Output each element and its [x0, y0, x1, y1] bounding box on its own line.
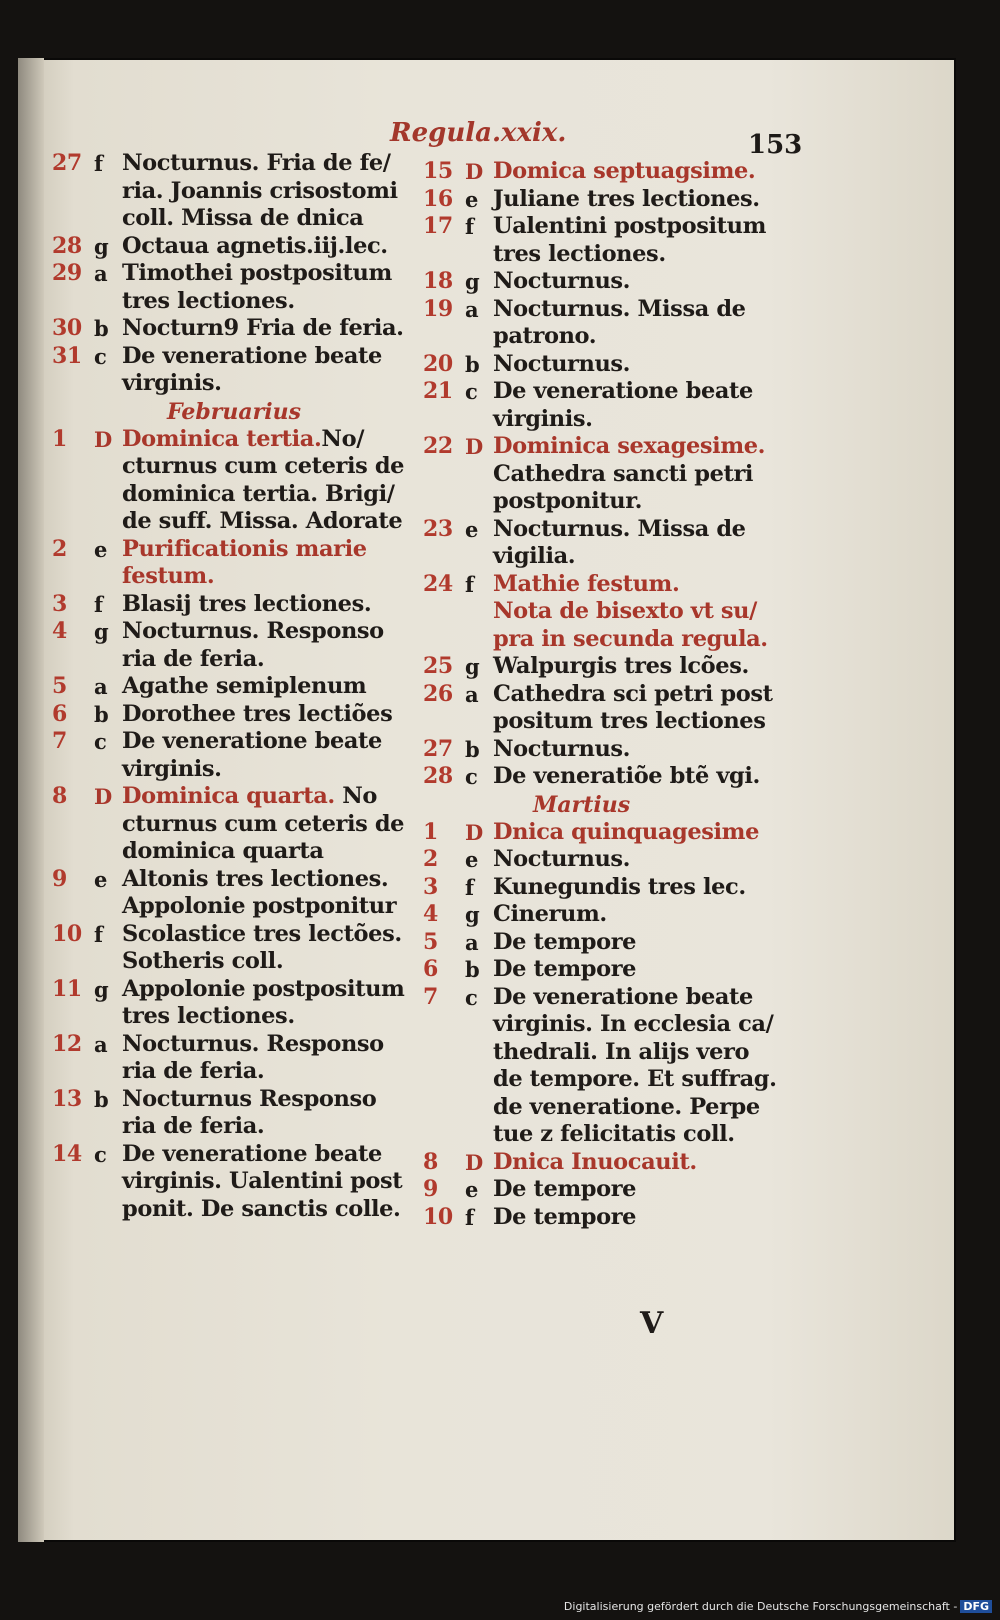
day-number: 16 [423, 185, 453, 212]
day-number: 13 [52, 1085, 82, 1112]
calendar-entry [52, 150, 432, 233]
entry-line: De veneratione beate [493, 378, 753, 404]
entry-line: de veneratione. Perpe [493, 1093, 760, 1120]
footer-credit [564, 1600, 992, 1613]
entry-line: Nocturnus Responso [122, 1085, 377, 1112]
calendar-entry [423, 351, 823, 379]
day-number: 1 [52, 425, 67, 452]
dominical-letter: D [94, 784, 112, 809]
day-number: 22 [423, 433, 453, 459]
day-number: 27 [52, 150, 82, 176]
calendar-entry [52, 866, 432, 921]
entry-line: Nocturnus. Missa de [493, 295, 746, 322]
calendar-entry [423, 1149, 823, 1177]
dominical-letter: e [465, 1177, 478, 1202]
entry-line: virginis. [122, 755, 222, 782]
dominical-letter: a [94, 261, 108, 286]
dominical-letter: a [465, 681, 479, 707]
month-heading: Martius [533, 791, 631, 818]
entry-line: patrono. [493, 323, 597, 349]
calendar-entry [423, 433, 823, 516]
day-number: 19 [423, 295, 453, 322]
day-number: 15 [423, 158, 453, 184]
day-number: 27 [423, 735, 453, 762]
entry-line: dominica tertia. Brigi/ [122, 480, 395, 507]
entry-line: Agathe semiplenum [122, 673, 367, 699]
calendar-entry [52, 536, 432, 591]
right-column [423, 158, 823, 1231]
day-number: 28 [423, 763, 453, 789]
dominical-letter: e [94, 536, 107, 562]
entry-line: Nocturnus. Fria de fe/ [122, 150, 391, 176]
dominical-letter: c [94, 1141, 107, 1167]
dominical-letter: a [465, 929, 479, 955]
month-heading: Februarius [167, 398, 301, 425]
calendar-entry [52, 1086, 432, 1141]
entry-line: Domica septuagsime. [493, 158, 756, 184]
entry-line: virginis. [122, 370, 222, 396]
entry-line: de tempore. Et suffrag. [493, 1066, 777, 1092]
calendar-entry [423, 268, 823, 296]
calendar-entry [423, 571, 823, 654]
dominical-letter: g [94, 233, 109, 259]
calendar-entry [423, 874, 823, 902]
entry-line: Nocturnus. [493, 735, 631, 762]
entry-line: cturnus cum ceteris de [122, 810, 405, 837]
entry-line: Scolastice tres lectões. [122, 920, 402, 947]
dominical-letter: D [465, 434, 483, 459]
day-number: 8 [423, 1148, 438, 1175]
entry-line: De tempore [493, 1203, 637, 1230]
dominical-letter: D [465, 819, 483, 845]
day-number: 5 [52, 673, 67, 699]
calendar-entry [52, 976, 432, 1031]
entry-line: virginis. [493, 405, 593, 432]
dominical-letter: b [465, 736, 480, 762]
calendar-entry [423, 186, 823, 214]
entry-line: virginis. Ualentini post [122, 1168, 403, 1194]
dominical-letter: D [94, 426, 112, 452]
entry-line: Timothei postpositum [122, 260, 392, 286]
dominical-letter: e [465, 847, 478, 872]
entry-line: De tempore [493, 956, 637, 982]
dominical-letter: D [465, 1149, 483, 1175]
calendar-entry [423, 819, 823, 847]
dominical-letter: c [94, 729, 107, 754]
day-number: 9 [423, 1176, 438, 1202]
calendar-entry [423, 158, 823, 186]
day-number: 26 [423, 680, 453, 707]
entry-line: Cathedra sancti petri [493, 460, 754, 487]
day-number: 17 [423, 213, 453, 239]
entry-line: postponitur. [493, 488, 643, 514]
day-number: 4 [423, 901, 438, 927]
day-number: 21 [423, 378, 453, 404]
dominical-letter: g [465, 654, 480, 679]
calendar-entry [52, 343, 432, 398]
day-number: 2 [52, 535, 67, 562]
page-spine [18, 58, 44, 1542]
calendar-entry [423, 736, 823, 764]
dominical-letter: a [465, 296, 479, 322]
entry-line: Appolonie postpositum [122, 975, 405, 1002]
calendar-entry [52, 426, 432, 536]
entry-line: De veneratione beate [493, 983, 753, 1010]
calendar-entry [52, 783, 432, 866]
rubric-text: Dominica sexagesime. [493, 433, 766, 459]
dominical-letter: b [94, 1086, 109, 1112]
entry-line: Nocturn9 Fria de feria. [122, 315, 404, 341]
entry-line: Nocturnus. Missa de [493, 515, 746, 542]
entry-line: tres lectiones. [122, 1003, 295, 1029]
day-number: 23 [423, 515, 453, 542]
calendar-entry [423, 846, 823, 874]
left-column [52, 150, 432, 1223]
day-number: 31 [52, 342, 82, 369]
entry-line: positum tres lectiones [493, 708, 766, 734]
day-number: 6 [423, 956, 438, 982]
dominical-letter: c [94, 343, 107, 369]
entry-line: De veneratione beate [122, 342, 382, 369]
entry-line: ria de feria. [122, 645, 265, 672]
day-number: 18 [423, 268, 453, 294]
entry-line: Sotheris coll. [122, 948, 284, 974]
entry-line: tres lectiones. [493, 240, 666, 267]
entry-line: Dominica quarta. No [122, 783, 378, 809]
dominical-letter: b [465, 351, 480, 377]
entry-line: ria de feria. [122, 1058, 265, 1084]
dominical-letter: g [94, 976, 109, 1002]
dominical-letter: f [465, 1204, 474, 1230]
entry-line: Nocturnus. Responso [122, 1030, 384, 1057]
entry-line: De veneratiõe btẽ vgi. [493, 763, 760, 789]
day-number: 5 [423, 928, 438, 955]
calendar-entry [423, 1176, 823, 1204]
dominical-letter: g [94, 619, 109, 644]
entry-line: Blasij tres lectiones. [122, 590, 372, 617]
folio-number: 153 [748, 130, 803, 160]
entry-line: coll. Missa de dnica [122, 205, 364, 231]
calendar-entry [52, 728, 432, 783]
calendar-entry [52, 673, 432, 701]
entry-line: virginis. In ecclesia ca/ [493, 1011, 774, 1037]
calendar-entry [52, 701, 432, 729]
entry-line: De veneratione beate [122, 728, 382, 754]
dfg-logo: DFG [960, 1600, 992, 1613]
day-number: 7 [423, 983, 438, 1010]
dominical-letter: g [465, 269, 480, 294]
entry-line: Dnica quinquagesime [493, 818, 759, 845]
day-number: 25 [423, 653, 453, 679]
entry-line: Walpurgis tres lcões. [493, 653, 749, 679]
entry-line: Ualentini postpositum [493, 213, 767, 239]
dominical-letter: f [94, 591, 103, 617]
calendar-entry [423, 653, 823, 681]
dominical-letter: D [465, 159, 483, 184]
entry-line: Kunegundis tres lec. [493, 873, 746, 900]
dominical-letter: a [94, 1031, 108, 1057]
calendar-entry [52, 591, 432, 619]
dominical-letter: e [465, 186, 478, 212]
calendar-entry [423, 929, 823, 957]
day-number: 12 [52, 1030, 82, 1057]
calendar-entry [52, 315, 432, 343]
day-number: 4 [52, 618, 67, 644]
calendar-entry [423, 901, 823, 929]
book-page [18, 58, 956, 1542]
dominical-letter: b [94, 701, 109, 727]
entry-line: Cathedra sci petri post [493, 680, 773, 707]
entry-line: ponit. De sanctis colle. [122, 1195, 401, 1222]
dominical-letter: g [465, 902, 480, 927]
calendar-entry [423, 296, 823, 351]
entry-line: Octaua agnetis.iij.lec. [122, 232, 388, 259]
day-number: 6 [52, 700, 67, 727]
entry-line: Nocturnus. [493, 350, 631, 377]
entry-line: thedrali. In alijs vero [493, 1038, 750, 1065]
dominical-letter: f [465, 571, 474, 597]
dominical-letter: c [465, 984, 478, 1010]
day-number: 24 [423, 570, 453, 597]
calendar-entry [52, 921, 432, 976]
day-number: 14 [52, 1140, 82, 1167]
entry-line: dominica quarta [122, 838, 324, 864]
day-number: 3 [52, 590, 67, 617]
day-number: 7 [52, 728, 67, 754]
entry-line: Juliane tres lectiones. [493, 185, 760, 212]
calendar-entry [423, 213, 823, 268]
entry-line: Appolonie postponitur [122, 893, 397, 919]
dominical-letter: f [465, 214, 474, 239]
day-number: 9 [52, 865, 67, 892]
running-title: Regula.xxix. [390, 118, 567, 148]
entry-line: vigilia. [493, 543, 576, 569]
day-number: 3 [423, 873, 438, 900]
signature-mark: V [640, 1306, 664, 1341]
day-number: 29 [52, 260, 82, 286]
rubric-text: Dominica quarta. [122, 783, 335, 809]
calendar-entry [423, 763, 823, 791]
entry-line: De veneratione beate [122, 1140, 382, 1167]
footer-text: Digitalisierung gefördert durch die Deutsche Forschungsgemeinschaft - [563, 1600, 958, 1613]
entry-line: Cinerum. [493, 901, 607, 927]
entry-line: cturnus cum ceteris de [122, 453, 405, 479]
day-number: 20 [423, 350, 453, 377]
calendar-entry [52, 233, 432, 261]
entry-line: Nota de bisexto vt su/ [493, 598, 757, 624]
day-number: 28 [52, 232, 82, 259]
entry-line: ria. Joannis crisostomi [122, 177, 398, 204]
dominical-letter: b [465, 957, 480, 982]
entry-line: Dorothee tres lectiões [122, 700, 393, 727]
entry-line: tres lectiones. [122, 287, 295, 314]
dominical-letter: e [94, 866, 107, 892]
day-number: 10 [52, 920, 82, 947]
entry-line: festum. [122, 563, 215, 589]
day-number: 30 [52, 315, 82, 341]
entry-line: De tempore [493, 928, 637, 955]
calendar-entry [423, 378, 823, 433]
calendar-entry [423, 1204, 823, 1232]
entry-line: Purificationis marie [122, 535, 367, 562]
dominical-letter: f [465, 874, 474, 900]
entry-line: de suff. Missa. Adorate [122, 508, 403, 534]
day-number: 11 [52, 975, 82, 1002]
entry-line: Nocturnus. Responso [122, 618, 384, 644]
entry-line: Altonis tres lectiones. [122, 865, 389, 892]
day-number: 2 [423, 846, 438, 872]
calendar-entry [423, 956, 823, 984]
day-number: 10 [423, 1203, 453, 1230]
dominical-letter: f [94, 151, 103, 176]
dominical-letter: c [465, 764, 478, 789]
entry-line: Dominica tertia.No/ [122, 425, 365, 452]
entry-line [493, 433, 823, 461]
rubric-text: Dominica tertia. [122, 425, 322, 452]
dominical-letter: a [94, 674, 108, 699]
dominical-letter: b [94, 316, 109, 341]
entry-line: De tempore [493, 1176, 637, 1202]
calendar-entry [423, 681, 823, 736]
dominical-letter: e [465, 516, 478, 542]
dominical-letter: c [465, 379, 478, 404]
calendar-entry [423, 516, 823, 571]
calendar-entry [52, 260, 432, 315]
entry-line: Nocturnus. [493, 268, 631, 294]
day-number: 8 [52, 783, 67, 809]
dominical-letter: f [94, 921, 103, 947]
entry-line: Mathie festum. [493, 570, 680, 597]
day-number: 1 [423, 818, 438, 845]
entry-line: tue z felicitatis coll. [493, 1121, 735, 1147]
entry-line: pra in secunda regula. [493, 625, 768, 652]
calendar-entry [52, 1141, 432, 1224]
calendar-entry [423, 984, 823, 1149]
entry-line: ria de feria. [122, 1113, 265, 1139]
calendar-entry [52, 1031, 432, 1086]
entry-line: Dnica Inuocauit. [493, 1148, 697, 1175]
calendar-entry [52, 618, 432, 673]
entry-line: Nocturnus. [493, 846, 631, 872]
